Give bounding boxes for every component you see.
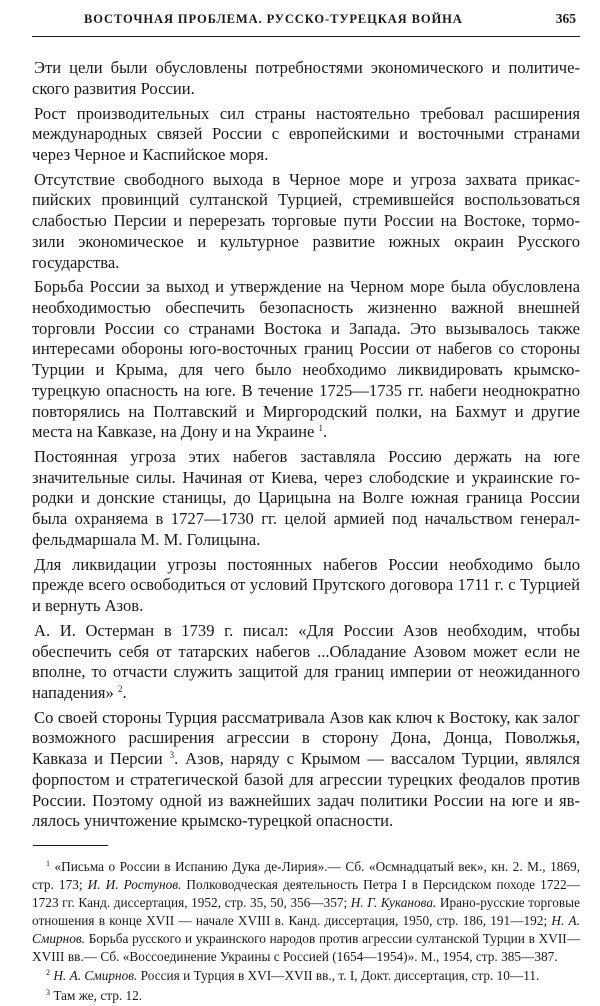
footnote-marker: 2 <box>46 968 50 978</box>
paragraph-text: Со своей стороны Турция рассматривала Азов как ключ к Востоку, как залог возможного расширения агрессии в сторону Дона, Донца, Поволжья, Кавказа и Персии <box>32 707 580 769</box>
page-number: 365 <box>555 11 576 26</box>
header-rule <box>32 36 580 37</box>
paragraph: Отсутствие свободного выхода в Черное море и угроза захвата прикаспийских провинций султанской Турцией, стремившейся воспользоваться слабостью Персии и перерезать торговые пути России на Востоке, тормозили экономическое и культурное развитие южных окраин Русского государства. <box>32 169 580 272</box>
paragraph-text: А. И. Остерман в 1739 г. писал: «Для России Азов необходим, чтобы обеспечить себя от татарских набегов ...Обладание Азовом может если не вполне, то отчасти служить защитой для границ империи от неожиданного нападения» <box>32 620 580 702</box>
footnote-rule <box>33 845 108 846</box>
footnote-ref: 3 <box>169 750 175 761</box>
running-header <box>32 8 580 30</box>
footnote-ref: 2 <box>117 683 123 694</box>
paragraph: Эти цели были обусловлены потребностями экономического и политического развития России. <box>32 58 580 98</box>
footnote: $^2$ Н. А. Смирнов. Россия и Турция в XVI—XVII вв., т. I, Докт. диссертация, стр. 10—11. <box>46 968 540 984</box>
paragraph: Постоянная угроза этих набегов заставляла Россию держать на юге значительные силы. Начиная от Киева, через слободские и украинские городки и донские станицы, до Царицына на Волге южная граница России была охраняема в 1727—1730 гг. целой армией под начальством генерал-фельдмаршала М. М. Голицына. <box>32 447 580 549</box>
paragraph-text: Азов, наряду с Крымом — вассалом Турции, являлся форпостом и стратегической базой для агрессии турецких феодалов против России. Поэтому одной из важнейших задач политики России на юге и являлось уничтожение крымско-турецкой опасности. <box>32 749 580 831</box>
main-text <box>32 58 580 832</box>
footnote-author: Н. А. Смирнов. <box>32 912 581 946</box>
footnote: $^3$ Там же, стр. 12. <box>46 987 143 1003</box>
footnotes <box>32 858 580 1005</box>
paragraph-text: Борьба России за выход и утверждение на Черном море была обусловлена необходимостью обеспечить безопасность жизненно важной внешней торговли России со странами Востока и Запада. Это вызывалось также интересами обороны юго-восточных границ России от набегов со стороны Турции и Крыма, для чего было необходимо ликвидировать крымско-турецкую опасность на юге. В течение 1725—1735 гг. набеги неоднократно повторялись на Полтавский и Миргородский полки, на Бахмут и другие места на Кавказе, на Дону и на Украине <box>32 277 580 442</box>
footnote-marker: 3 <box>46 987 50 997</box>
book-page <box>32 8 580 1006</box>
footnote-author: И. И. Ростунов. <box>87 876 182 892</box>
paragraph: Со своей стороны Турция рассматривала Азов как ключ к Востоку, как залог возможного расширения агрессии в сторону Дона, Донца, Поволжья, Кавказа и Персии $^3$. Азов, наряду с Крымом — вассалом Турции, являлся форпостом и стратегической базой для агрессии турецких феодалов против России. Поэтому одной из важнейших задач политики России на юге и являлось уничтожение крымско-турецкой опасности. <box>32 707 580 831</box>
paragraph: Борьба России за выход и утверждение на Черном море была обусловлена необходимостью обеспечить безопасность жизненно важной внешней торговли России со странами Востока и Запада. Это вызывалось также интересами обороны юго-восточных границ России от набегов со стороны Турции и Крыма, для чего было необходимо ликвидировать крымско-турецкую опасность на юге. В течение 1725—1735 гг. набеги неоднократно повторялись на Полтавский и Миргородский полки, на Бахмут и другие места на Кавказе, на Дону и на Украине $^1$. <box>32 277 580 442</box>
footnote-author: Н. А. Смирнов. <box>53 968 138 984</box>
running-title: ВОСТОЧНАЯ ПРОБЛЕМА. РУССКО-ТУРЕЦКАЯ ВОЙНА <box>84 12 463 26</box>
footnote-ref: 1 <box>318 423 324 434</box>
paragraph: А. И. Остерман в 1739 г. писал: «Для России Азов необходим, чтобы обеспечить себя от татарских набегов ...Обладание Азовом может если не вполне, то отчасти служить защитой для границ империи от неожиданного нападения» $^2$. <box>32 620 580 702</box>
footnote-marker: 1 <box>46 858 50 868</box>
paragraph: Для ликвидации угрозы постоянных набегов России необходимо было прежде всего освободиться от условий Прутского договора 1711 г. с Турцией и вернуть Азов. <box>32 554 580 616</box>
footnote-author: Н. Г. Куканова. <box>350 894 437 910</box>
paragraph: Рост производительных сил страны настоятельно требовал расширения международных связей России с европейскими и восточными странами через Черное и Каспийское моря. <box>32 103 580 164</box>
footnote: $^1$ «Письма о России в Испанию Дука де-Лирия».— Сб. «Осмнадцатый век», кн. 2. М., 1869, стр. 173; И. И. Ростунов. Полководческая деятельность Петра I в Персидском походе 1722—1723 гг. Канд. диссертация, 1952, стр. 35, 50, 356—357; Н. Г. Куканова. Ирано-русские торговые отношения в конце XVII — начале XVIII в. Канд. диссертация, 1950, стр. 186, 191—192; Н. А. Смирнов. Борьба русского и украинского народов против агрессии султанской Турции в XVII—XVIII вв.— Сб. «Воссоединение Украины с Россией (1654—1954)». М., 1954, стр. 385—387. <box>32 858 581 964</box>
